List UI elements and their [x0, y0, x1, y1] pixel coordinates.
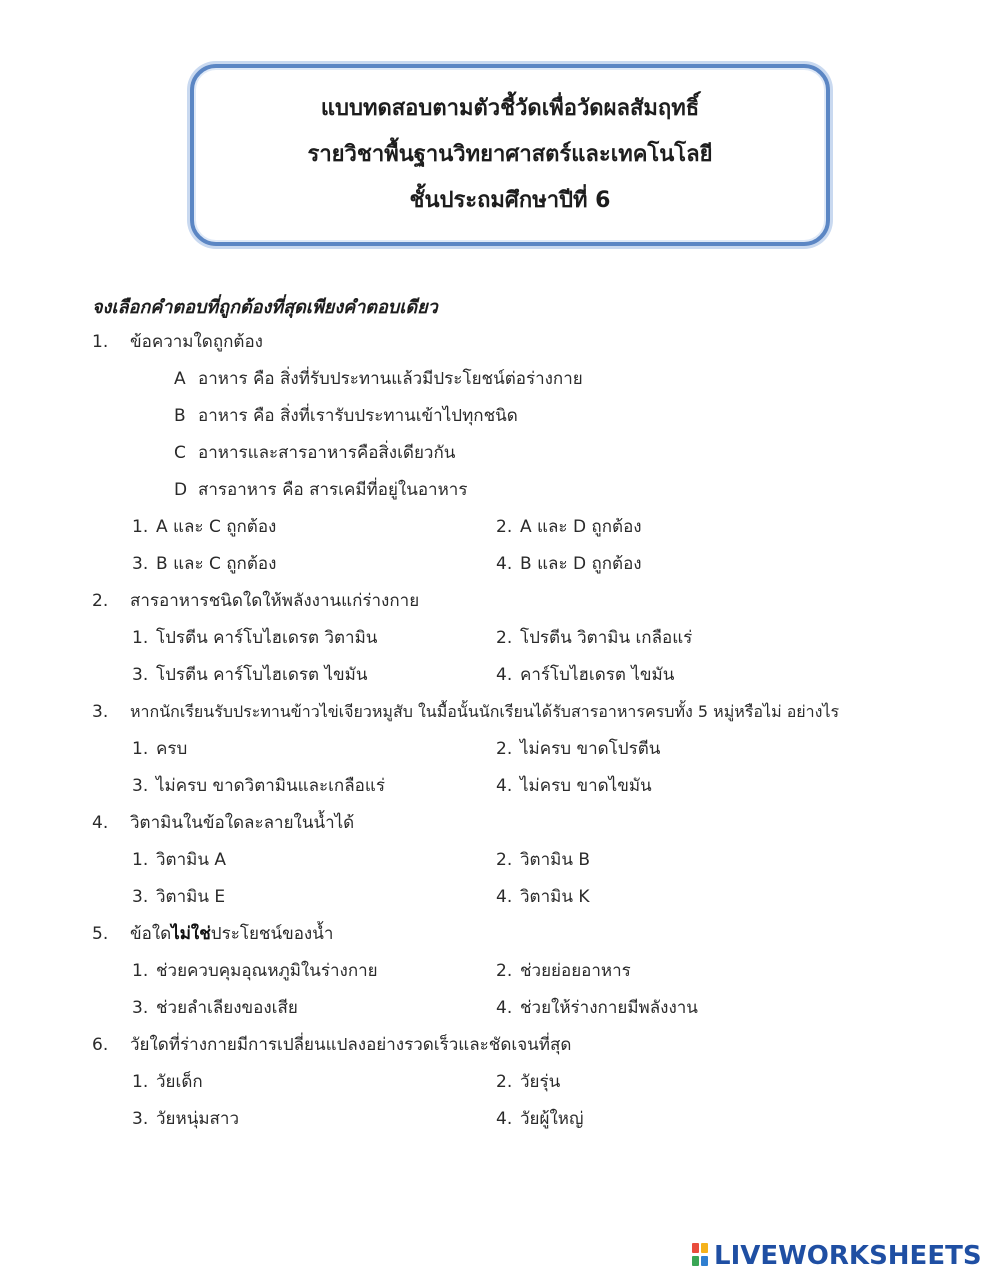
liveworksheets-logo-icon: [692, 1243, 710, 1269]
question-text-emphasis: ไม่ใช่: [171, 924, 211, 944]
option-text: โปรตีน วิตามิน เกลือแร่: [520, 628, 693, 648]
option-text: วิตามิน B: [520, 850, 591, 870]
answer-option[interactable]: [132, 737, 187, 761]
option-text: ไม่ครบ ขาดไขมัน: [520, 776, 652, 796]
answer-option[interactable]: [496, 1107, 583, 1131]
option-number: 2.: [496, 850, 513, 870]
option-text: วัยหนุ่มสาว: [156, 1109, 240, 1129]
answer-option[interactable]: [132, 626, 377, 650]
option-number: 1.: [132, 517, 149, 537]
liveworksheets-logo: [692, 1240, 982, 1272]
option-number: 4.: [496, 776, 513, 796]
answer-option[interactable]: [132, 848, 226, 872]
question-number: 3.: [92, 702, 109, 722]
option-number: 1.: [132, 739, 149, 759]
question-number: 5.: [92, 924, 109, 944]
title-line-3: ชั้นประถมศึกษาปีที่ 6: [409, 188, 611, 213]
question-text: หากนักเรียนรับประทานข้าวไข่เจียวหมูสับ ในมื้อนั้นนักเรียนได้รับสารอาหารครบทั้ง 5 หมู่หรือไม่ อย่างไร: [130, 702, 840, 721]
option-number: 3.: [132, 554, 149, 574]
option-text: วัยผู้ใหญ่: [520, 1109, 584, 1129]
statement-letter: B: [174, 406, 186, 426]
answer-option[interactable]: [132, 996, 298, 1020]
question-text: ข้อความใดถูกต้อง: [130, 332, 263, 352]
option-text: A และ C ถูกต้อง: [156, 517, 277, 537]
option-number: 2.: [496, 1072, 513, 1092]
title-box: [190, 64, 830, 246]
option-number: 4.: [496, 554, 513, 574]
answer-option[interactable]: [132, 663, 367, 687]
option-number: 1.: [132, 628, 149, 648]
option-number: 2.: [496, 961, 513, 981]
option-text: ไม่ครบ ขาดโปรตีน: [520, 739, 661, 759]
option-number: 1.: [132, 961, 149, 981]
option-number: 3.: [132, 776, 149, 796]
statement-text: สารอาหาร คือ สารเคมีที่อยู่ในอาหาร: [198, 480, 468, 500]
answer-option[interactable]: [496, 552, 642, 576]
option-number: 2.: [496, 628, 513, 648]
instruction-text: จงเลือกคำตอบที่ถูกต้องที่สุดเพียงคำตอบเดียว: [92, 297, 438, 318]
title-line-1: แบบทดสอบตามตัวชี้วัดเพื่อวัดผลสัมฤทธิ์: [320, 96, 700, 121]
answer-option[interactable]: [132, 1107, 239, 1131]
option-text: ช่วยให้ร่างกายมีพลังงาน: [520, 998, 698, 1018]
option-text: ช่วยลำเลียงของเสีย: [156, 998, 298, 1018]
title-line-2: รายวิชาพื้นฐานวิทยาศาสตร์และเทคโนโลยี: [307, 142, 713, 167]
answer-option[interactable]: [496, 626, 692, 650]
answer-option[interactable]: [132, 552, 276, 576]
option-number: 4.: [496, 887, 513, 907]
option-text: วิตามิน E: [156, 887, 226, 907]
option-number: 3.: [132, 665, 149, 685]
question-text: วัยใดที่ร่างกายมีการเปลี่ยนแปลงอย่างรวดเร็วและชัดเจนที่สุด: [130, 1035, 572, 1055]
answer-option[interactable]: [496, 959, 631, 983]
question-number: 2.: [92, 591, 109, 611]
answer-option[interactable]: [132, 774, 385, 798]
statement-text: อาหารและสารอาหารคือสิ่งเดียวกัน: [198, 443, 456, 463]
option-number: 3.: [132, 887, 149, 907]
answer-option[interactable]: [496, 774, 652, 798]
option-text: B และ D ถูกต้อง: [520, 554, 642, 574]
option-text: คาร์โบไฮเดรต ไขมัน: [520, 665, 675, 685]
option-number: 1.: [132, 850, 149, 870]
question-text: สารอาหารชนิดใดให้พลังงานแก่ร่างกาย: [130, 591, 420, 611]
answer-option[interactable]: [132, 1070, 203, 1094]
answer-option[interactable]: [496, 848, 590, 872]
option-number: 3.: [132, 1109, 149, 1129]
option-number: 1.: [132, 1072, 149, 1092]
answer-option[interactable]: [496, 885, 590, 909]
question-text: [130, 922, 333, 946]
option-text: วัยรุ่น: [520, 1072, 561, 1092]
liveworksheets-logo-text: LIVEWORKSHEETS: [714, 1241, 982, 1271]
option-text: โปรตีน คาร์โบไฮเดรต วิตามิน: [156, 628, 378, 648]
answer-option[interactable]: [132, 885, 225, 909]
option-text: A และ D ถูกต้อง: [520, 517, 642, 537]
statement-letter: A: [174, 369, 186, 389]
option-text: ไม่ครบ ขาดวิตามินและเกลือแร่: [156, 776, 385, 796]
option-number: 3.: [132, 998, 149, 1018]
question-number: 4.: [92, 813, 109, 833]
question-text-pre: ข้อใด: [130, 924, 172, 944]
answer-option[interactable]: [496, 996, 698, 1020]
answer-option[interactable]: [132, 515, 276, 539]
question-number: 1.: [92, 332, 109, 352]
answer-option[interactable]: [496, 515, 642, 539]
answer-option[interactable]: [496, 1070, 560, 1094]
question-text-post: ประโยชน์ของน้ำ: [210, 924, 334, 944]
option-text: โปรตีน คาร์โบไฮเดรต ไขมัน: [156, 665, 368, 685]
question-number: 6.: [92, 1035, 109, 1055]
option-number: 4.: [496, 998, 513, 1018]
question-text: วิตามินในข้อใดละลายในน้ำได้: [130, 813, 355, 833]
option-text: ช่วยย่อยอาหาร: [520, 961, 631, 981]
answer-option[interactable]: [132, 959, 378, 983]
statement-text: อาหาร คือ สิ่งที่เรารับประทานเข้าไปทุกชนิด: [198, 406, 518, 426]
statement-text: อาหาร คือ สิ่งที่รับประทานแล้วมีประโยชน์ต่อร่างกาย: [198, 369, 583, 389]
option-text: วิตามิน A: [156, 850, 226, 870]
option-text: B และ C ถูกต้อง: [156, 554, 277, 574]
option-number: 2.: [496, 739, 513, 759]
statement-letter: D: [174, 480, 188, 500]
option-number: 2.: [496, 517, 513, 537]
statement-letter: C: [174, 443, 186, 463]
option-text: ครบ: [156, 739, 188, 759]
answer-option[interactable]: [496, 663, 674, 687]
option-number: 4.: [496, 1109, 513, 1129]
option-text: วัยเด็ก: [156, 1072, 203, 1092]
answer-option[interactable]: [496, 737, 660, 761]
option-text: ช่วยควบคุมอุณหภูมิในร่างกาย: [156, 961, 378, 981]
option-text: วิตามิน K: [520, 887, 590, 907]
option-number: 4.: [496, 665, 513, 685]
